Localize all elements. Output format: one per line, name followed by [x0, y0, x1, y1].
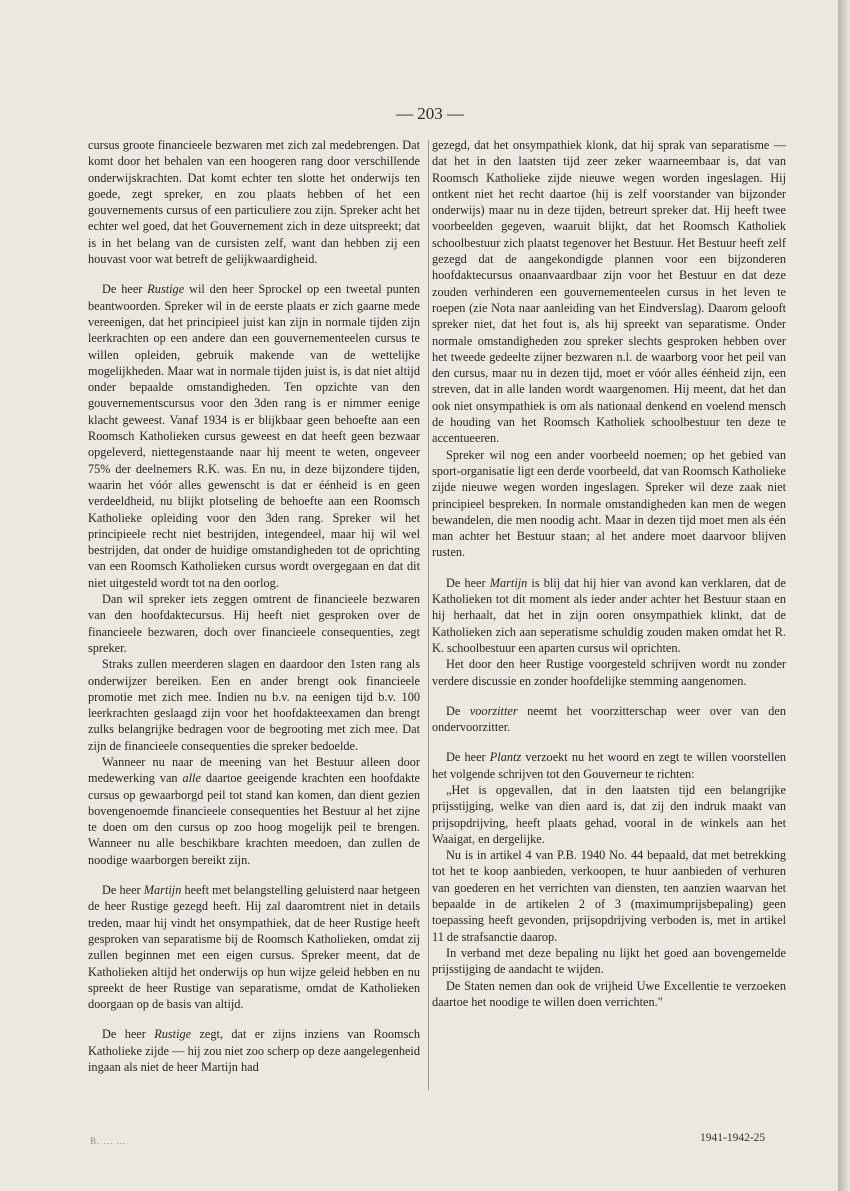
right-column — [432, 137, 786, 1010]
quoted-paragraph: „Het is opgevallen, dat in den laatsten tijd een belangrijke prijsstijging, welke van dien aard is, dat zij den indruk maakt van prijsopdrijving, heeft plaats gehad, vooral in de winkels aan het Waaigat, en dergelijke. — [432, 782, 786, 846]
speaker-name: Plantz — [489, 750, 522, 765]
paragraph: De voorzitter neemt het voorzitterschap weer over van den ondervoorzitter. — [432, 703, 786, 735]
paragraph: De heer Martijn heeft met belangstelling geluisterd naar hetgeen de heer Rustige gezegd heeft. Hij zal daaromtrent niet in details treden, maar hij vindt het onsympathiek, dat de heer Rustige heeft gesproken van separatisme bij de Roomsch Katholieken, omdat zij zullen beginnen met een eigen cursus. Spreker meent, dat de Katholieken altijd het onderwijs op hun wijze geleid hebben en nu spreekt de heer Rustige van separatisme, omdat de Katholieken doorgaan op de basis van altijd. — [88, 883, 420, 1012]
paragraph: Wanneer nu naar de meening van het Bestuur alleen door medewerking van alle daartoe geeigende krachten een hoofdakte cursus op gewaarborgd peil tot stand kan komen, dan dient gezien bovengenoemde financieele consequenties het Bestuur al het zijne te doen om den cursus op zoo hoog mogelijk peil te brengen. Wanneer nu alle beschikbare krachten meedoen, dan zullen de noodige waarborgen bereikt zijn. — [88, 754, 421, 867]
paragraph: Straks zullen meerderen slagen en daardoor den 1sten rang als onderwijzer bereiken. Een en ander brengt ook financieele promotie met zich mee. Indien nu b.v. na eenigen tijd b.v. 100 leerkrachten geslaagd zijn voor het hoofdakteexamen dan brengt zulks belangrijke bedragen voor de begrooting met zich mee. Dat zijn de financieele consequenties die spreker bedoelde. — [88, 657, 420, 753]
column-divider — [428, 140, 429, 1090]
page-edge — [838, 0, 850, 1191]
speaker-name: voorzitter — [469, 703, 518, 718]
paragraph: De heer Rustige zegt, dat er zijns inziens van Roomsch Katholieke zijde — hij zou niet zoo scherp op deze aangelegenheid ingaan als niet de heer Martijn had — [88, 1027, 420, 1075]
speaker-name: Martijn — [143, 883, 182, 898]
quoted-paragraph: De Staten nemen dan ook de vrijheid Uwe Excellentie te verzoeken daartoe het noodige te willen doen verrichten." — [432, 978, 786, 1009]
paragraph: cursus groote financieele bezwaren met zich zal medebrengen. Dat komt door het behalen van een hoogeren rang door verschillende onderwijskrachten. Dat komt echter ten slotte het onderwijs ten goede, zegt spreker, en zou plaats hebben of het een gouvernements cursus of een particuliere zou zijn. Spreker acht het echter wel goed, dat het Gouvernement zich in deze uitspreekt; dat is in het belang van de cursisten zelf, want dan hebben zij een houvast voor wat betreft de gelijkwaardigheid. — [88, 138, 420, 267]
emphasis: alle — [182, 771, 201, 786]
left-column — [88, 137, 420, 1075]
speaker-name: Martijn — [489, 575, 528, 590]
paragraph: De heer Martijn is blij dat hij hier van avond kan verklaren, dat de Katholieken tot dit moment als ieder ander achter het Bestuur staan en hij herhaalt, dat het in zijn ooren onsympathiek klinkt, dat de Katholieken zich aan seperatisme schuldig zouden maken omdat het R. K. schoolbestuur een aparten cursus wil oprichten. — [432, 575, 786, 655]
quoted-paragraph: Nu is in artikel 4 van P.B. 1940 No. 44 bepaald, dat met betrekking tot het te koop aanbieden, verkoopen, te huur aanbieden of verhuren van goederen en het verrichten van diensten, ten aanzien waarvan het bepaalde in de artikelen 2 of 3 (maximumprijsbepaling) geen toepassing heeft gevonden, prijsopdrijving verboden is, met in artikel 11 de strafsanctie daarop. — [432, 848, 786, 944]
paragraph: Spreker wil nog een ander voorbeeld noemen; op het gebied van sport-organisatie ligt een derde voorbeeld, dat van Roomsch Katholieke zijde nieuwe wegen worden ingeslagen. Spreker wil deze zaak niet principieel bespreken. In normale omstandigheden kan men de wegen bewandelen, die men noodig acht. Maar in dezen tijd moet men als één man achter het Bestuur staan; al het andere moet daarvoor blijven rusten. — [432, 447, 786, 560]
speaker-name: Rustige — [147, 282, 185, 297]
quoted-paragraph: In verband met deze bepaling nu lijkt het goed aan bovengemelde prijsstijging de aandacht te wijden. — [432, 945, 786, 977]
paragraph: Het door den heer Rustige voorgesteld schrijven wordt nu zonder verdere discussie en zonder hoofdelijke stemming aangenomen. — [432, 657, 786, 688]
page-number: — 203 — — [396, 104, 464, 123]
paragraph: De heer Rustige wil den heer Sprockel op een tweetal punten beantwoorden. Spreker wil in de eerste plaats er zich gaarne mede vereenigen, dat het principieel juist kan zijn in normale tijden zijn leerkrachten op een andere dan een gouvernementeelen cursus te willen opleiden, gebruik makende van de wettelijke mogelijkheden. Maar wat in normale tijden juist is, is dat niet altijd onder bepaalde omstandigheden. Ten opzichte van den gouvernementscursus voor den 3den rang is er nimmer eenige klacht geweest. Vanaf 1934 is er blijkbaar geen behoefte aan een Roomsch Katholieken cursus geweest en dat heeft geen bezwaar opgeleverd, niettegenstaande naar hij meent te weten, ongeveer 75% der deelnemers R.K. was. En nu, in deze bijzondere tijden, waarin het vóór alles gewenscht is dat er éénheid is en geen verdeeldheid, nu blijkt plotseling de behoefte aan een Roomsch Katholieke opleiding voor den 3den rang. Spreker wil het principieele recht niet bestrijden, integendeel, maar hij wil wel bestrijden, dat onder de huidige omstandigheden tot de oprichting van een Roomsch Katholieken cursus wordt overgegaan en dat dit niet uitgesteld wordt tot na den oorlog. — [88, 282, 420, 590]
paragraph: gezegd, dat het onsympathiek klonk, dat hij sprak van separatisme — dat het in den laatsten tijd zeer zeker waarneembaar is, dat van Roomsch Katholieke zijde nieuwe wegen worden ingeslagen. Hij ontkent niet het recht daartoe (hij is zelf voorstander van bijzonder onderwijs) maar nu in deze tijden, betreurt spreker dat. Hij heeft twee voorbeelden gegeven, waaruit blijkt, dat het Roomsch Katholiek schoolbestuur zich plaatst tegenover het Bestuur. Het Bestuur heeft zelf gezegd dat de aangekondigde plannen voor een bijzonderen hoofdaktecursus onaanvaardbaar zijn voor het Bestuur en dat deze zouden verhinderen een gouvernementeelen cursus in het leven te roepen (zie Nota naar aanleiding van het Eindverslag). Daarom gelooft spreker niet, dat het fout is, als hij spreekt van separatisme. Onder normale omstandigheden zou spreker slechts gesproken hebben over het tweede gedeelte zijner bezwaren n.l. de waarborg voor het peil van den cursus, maar nu in dezen tijd, moet er vóór alles éénheid zijn, een streven, dat in alle landen wordt waargenomen. Hij meent, dat het dan ook niet onsympathiek is om als nationaal denkend en voelend mensch de houding van het Roomsch Katholiek schoolbestuur ten deze te accentueeren. — [432, 138, 786, 446]
paragraph: De heer Plantz verzoekt nu het woord en zegt te willen voorstellen het volgende schrijven tot den Gouverneur te richten: — [432, 750, 786, 781]
speaker-name: Rustige — [154, 1027, 192, 1042]
paragraph: Dan wil spreker iets zeggen omtrent de financieele bezwaren van den hoofdaktecursus. Hij heeft niet gesproken over de financieele bezwaren, doch over financieele consequenties, zegt spreker. — [88, 592, 420, 655]
footer-reference: 1941-1942-25 — [700, 1132, 766, 1144]
footer-stamp: B. ... ... — [90, 1136, 127, 1146]
